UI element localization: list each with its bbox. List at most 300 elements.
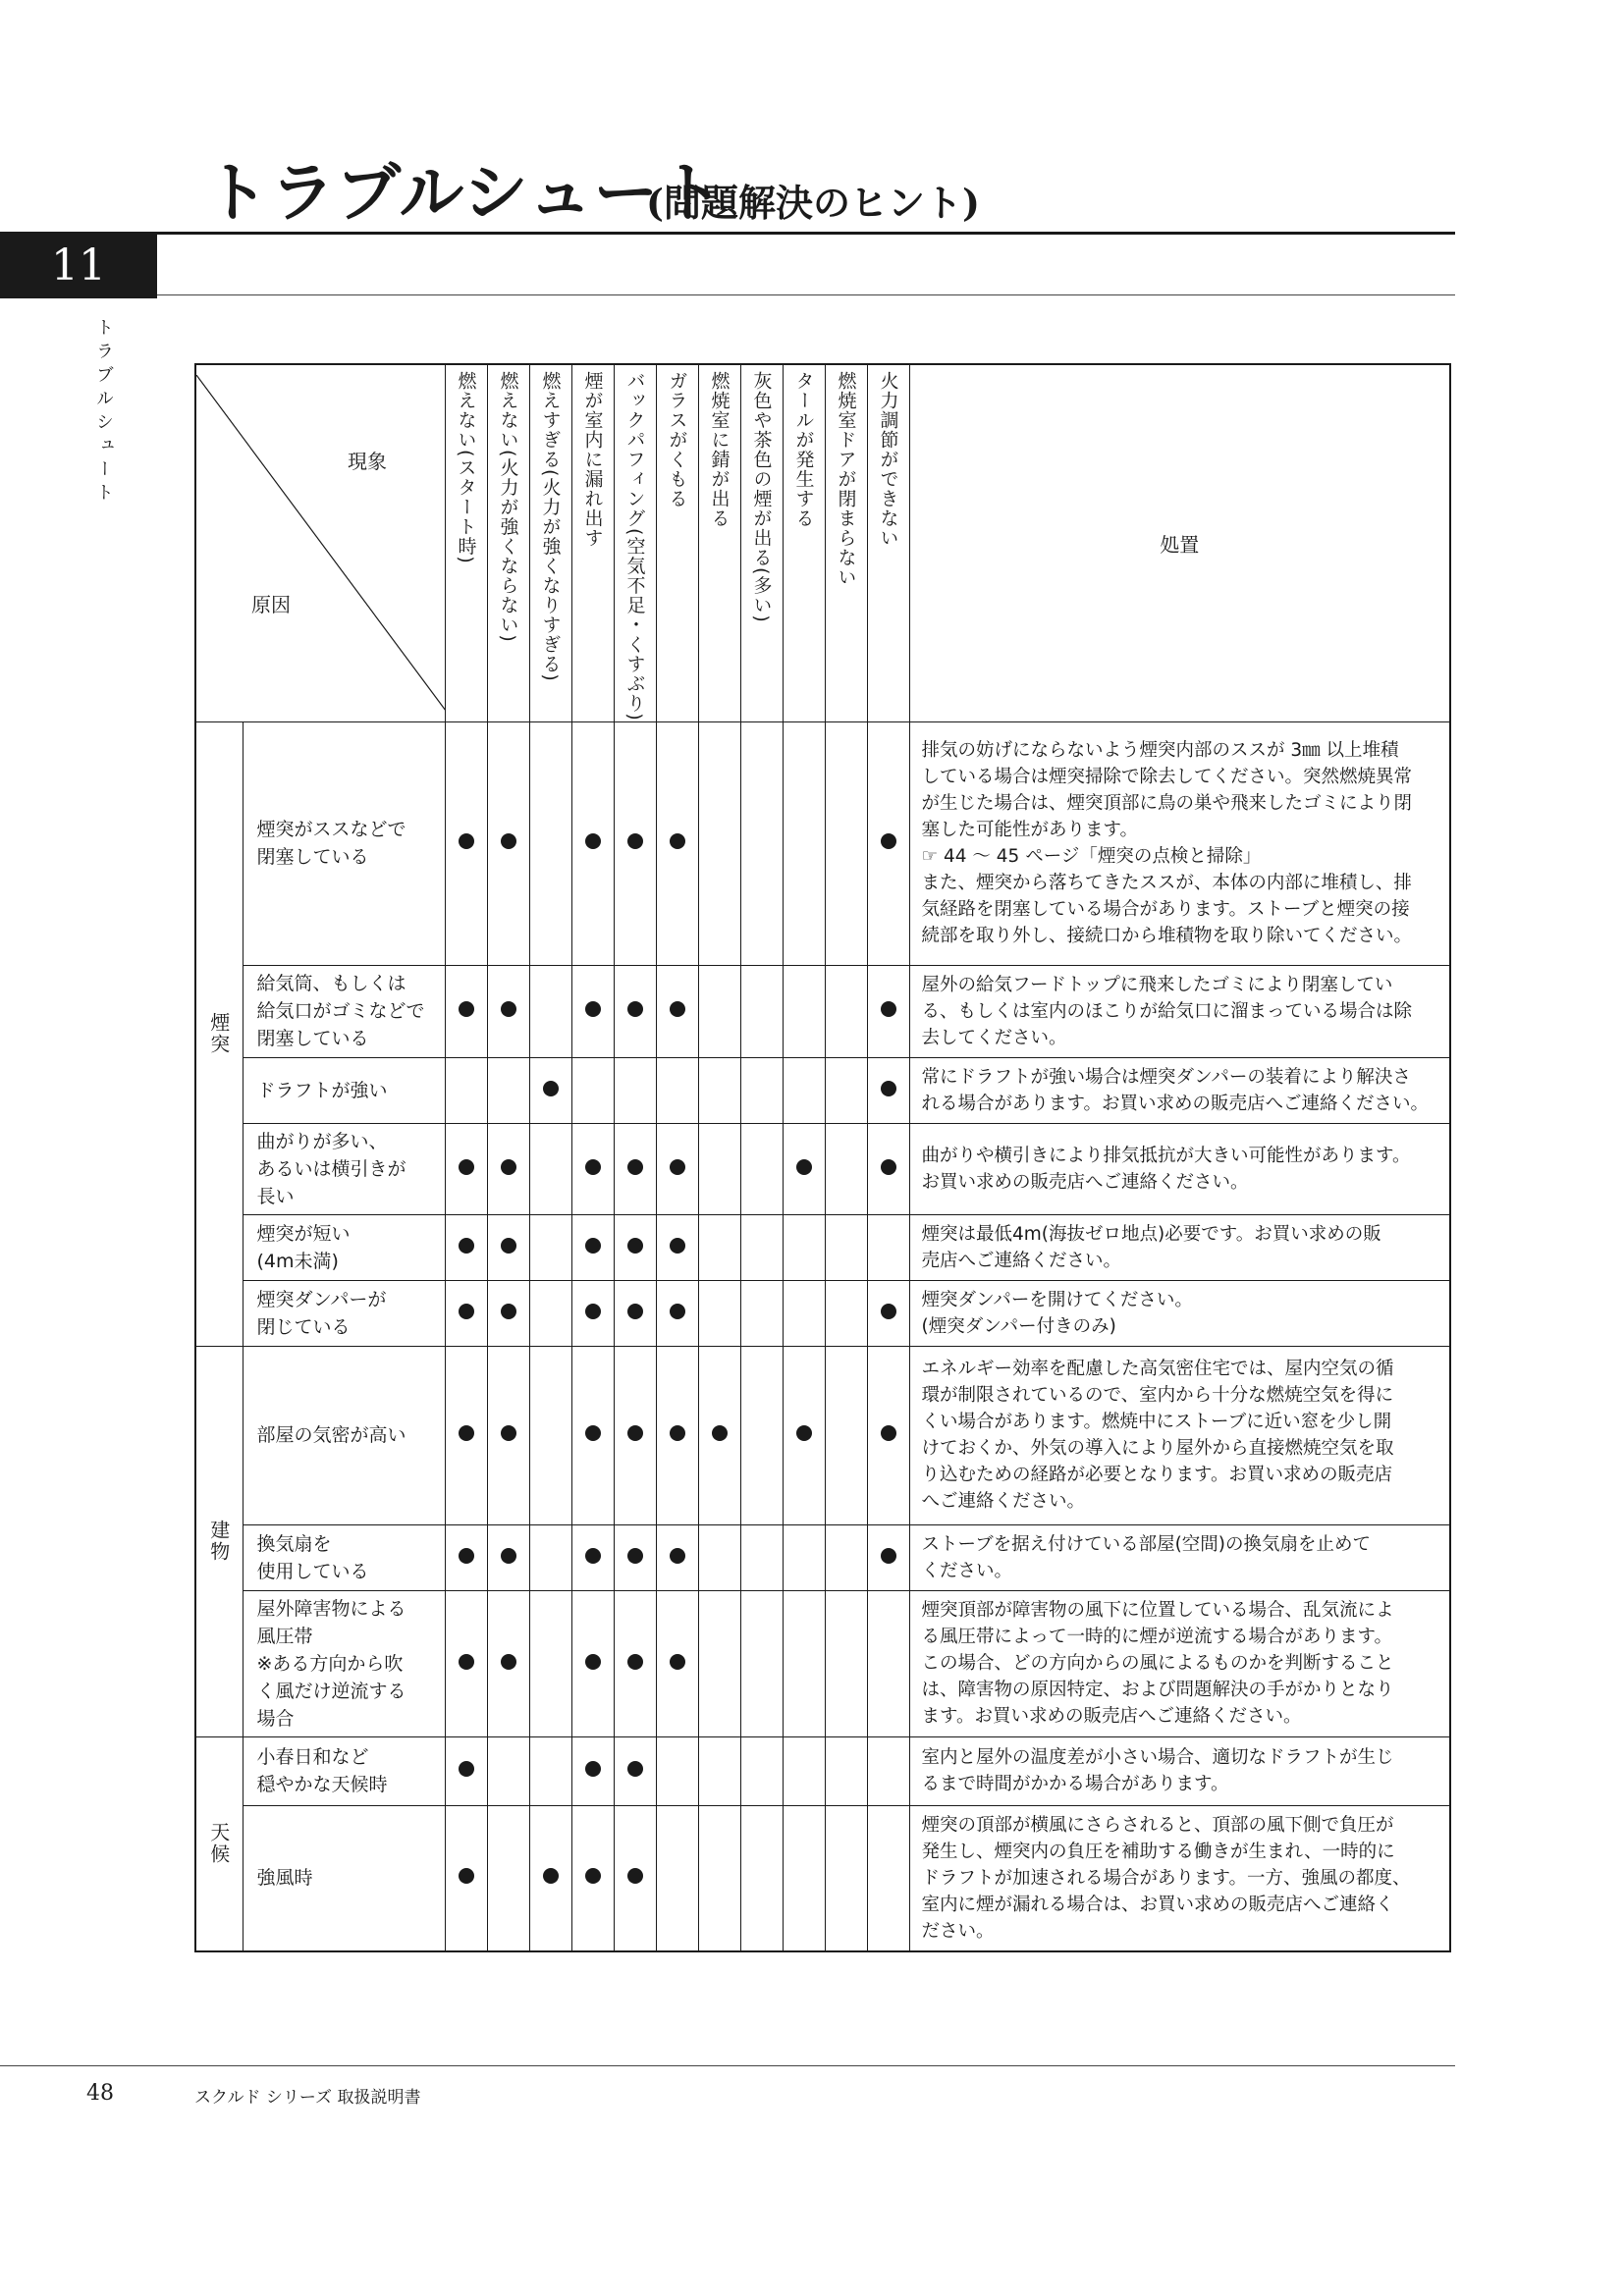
mark-cell — [656, 965, 698, 1057]
applies-dot-icon — [501, 1304, 516, 1319]
applies-dot-icon — [881, 1304, 896, 1319]
remedy-line: るまで時間がかかる場合があります。 — [921, 1774, 1229, 1795]
remedy-line: 煙突ダンパーを開けてください。 — [921, 1289, 1193, 1310]
mark-cell — [698, 965, 740, 1057]
mark-cell — [825, 1057, 867, 1123]
cause-cell — [243, 1805, 445, 1951]
remedy-line: 煙突は最低4m(海抜ゼロ地点)必要です。お買い求めの販 — [921, 1223, 1381, 1245]
mark-cell — [783, 965, 825, 1057]
remedy-line: 煙突の頂部が横風にさらされると、頂部の風下側で負圧が — [921, 1814, 1394, 1836]
remedy-line: れる場合があります。お買い求めの販売店へご連絡ください。 — [921, 1093, 1430, 1114]
applies-dot-icon — [543, 1081, 559, 1096]
footer-rule — [0, 2065, 1455, 2066]
applies-dot-icon — [585, 1001, 601, 1017]
category-cell — [195, 1346, 243, 1736]
mark-cell — [445, 1346, 487, 1524]
applies-dot-icon — [459, 1159, 474, 1175]
remedy-line: この場合、どの方向からの風によるものかを判断すること — [921, 1653, 1394, 1675]
mark-cell — [529, 1214, 571, 1280]
remedy-line: 曲がりや横引きにより排気抵抗が大きい可能性があります。 — [921, 1145, 1411, 1166]
applies-dot-icon — [501, 1001, 516, 1017]
applies-dot-icon — [585, 1761, 601, 1777]
applies-dot-icon — [670, 1548, 685, 1564]
mark-cell — [445, 1057, 487, 1123]
symptom-header — [487, 364, 529, 721]
cause-cell — [243, 721, 445, 965]
remedy-cell — [909, 1346, 1450, 1524]
remedy-line: また、煙突から落ちてきたススが、本体の内部に堆積し、排 — [921, 873, 1412, 894]
mark-cell — [487, 1524, 529, 1590]
mark-cell — [487, 1346, 529, 1524]
cause-line: 煙突ダンパーが — [256, 1288, 387, 1310]
mark-cell — [867, 1123, 909, 1214]
remedy-cell — [909, 721, 1450, 965]
cause-cell — [243, 1214, 445, 1280]
mark-cell — [529, 1280, 571, 1346]
mark-cell — [698, 1736, 740, 1805]
cause-line: 給気口がゴミなどで — [256, 1000, 425, 1023]
remedy-line: 塞した可能性があります。 — [921, 820, 1139, 841]
mark-cell — [656, 1057, 698, 1123]
applies-dot-icon — [627, 1238, 643, 1254]
mark-cell — [783, 1057, 825, 1123]
applies-dot-icon — [881, 1159, 896, 1175]
page-number: 48 — [86, 2081, 114, 2106]
mark-cell — [656, 1346, 698, 1524]
mark-cell — [867, 1057, 909, 1123]
cause-label: 原因 — [251, 593, 291, 617]
remedy-line: けておくか、外気の導入により屋外から直接燃焼空気を取 — [921, 1438, 1394, 1460]
mark-cell — [825, 1736, 867, 1805]
mark-cell — [783, 1524, 825, 1590]
mark-cell — [529, 721, 571, 965]
mark-cell — [529, 1736, 571, 1805]
mark-cell — [740, 1736, 783, 1805]
mark-cell — [487, 965, 529, 1057]
cause-line: 閉じている — [256, 1315, 351, 1338]
remedy-line: ます。お買い求めの販売店へご連絡ください。 — [921, 1706, 1302, 1728]
applies-dot-icon — [585, 1238, 601, 1254]
remedy-line: 室内に煙が漏れる場合は、お買い求めの販売店へご連絡く — [921, 1894, 1394, 1915]
remedy-line: 煙突頂部が障害物の風下に位置している場合、乱気流によ — [921, 1600, 1394, 1622]
remedy-line: る風圧帯によって一時的に煙が逆流する場合があります。 — [921, 1627, 1393, 1648]
applies-dot-icon — [670, 1654, 685, 1670]
mark-cell — [445, 1524, 487, 1590]
applies-dot-icon — [585, 1159, 601, 1175]
footer-manual-title: スクルド シリーズ 取扱説明書 — [194, 2088, 421, 2108]
applies-dot-icon — [459, 1425, 474, 1441]
mark-cell — [656, 1123, 698, 1214]
remedy-line: へご連絡ください。 — [921, 1491, 1086, 1513]
mark-cell — [783, 721, 825, 965]
side-section-label: トラブルシュート — [93, 318, 114, 507]
table-row — [195, 1524, 1450, 1590]
mark-cell — [656, 1214, 698, 1280]
mark-cell — [825, 1805, 867, 1951]
symptom-header — [867, 364, 909, 721]
mark-cell — [656, 721, 698, 965]
mark-cell — [445, 1123, 487, 1214]
mark-cell — [445, 965, 487, 1057]
remedy-cell — [909, 1736, 1450, 1805]
troubleshooting-table — [194, 363, 1451, 1952]
table-row — [195, 721, 1450, 965]
chapter-number: 11 — [0, 232, 157, 298]
symptom-header — [783, 364, 825, 721]
mark-cell — [825, 1346, 867, 1524]
applies-dot-icon — [459, 1548, 474, 1564]
applies-dot-icon — [585, 1654, 601, 1670]
mark-cell — [698, 1214, 740, 1280]
table-row — [195, 1736, 1450, 1805]
symptom-label: 火力調節ができない — [877, 371, 899, 548]
mark-cell — [698, 1590, 740, 1736]
applies-dot-icon — [501, 1425, 516, 1441]
applies-dot-icon — [627, 1425, 643, 1441]
symptom-label: 燃焼室ドアが閉まらない — [835, 371, 857, 587]
remedy-cell — [909, 1805, 1450, 1951]
mark-cell — [740, 1590, 783, 1736]
mark-cell — [487, 1736, 529, 1805]
applies-dot-icon — [459, 1238, 474, 1254]
symptom-header — [740, 364, 783, 721]
mark-cell — [614, 1123, 656, 1214]
mark-cell — [529, 1524, 571, 1590]
mark-cell — [529, 1590, 571, 1736]
mark-cell — [867, 1214, 909, 1280]
applies-dot-icon — [670, 1304, 685, 1319]
mark-cell — [825, 721, 867, 965]
applies-dot-icon — [585, 1868, 601, 1884]
mark-cell — [783, 1214, 825, 1280]
mark-cell — [740, 1280, 783, 1346]
mark-cell — [487, 1280, 529, 1346]
remedy-line: エネルギー効率を配慮した高気密住宅では、屋内空気の循 — [921, 1359, 1394, 1380]
applies-dot-icon — [501, 1548, 516, 1564]
mark-cell — [614, 1280, 656, 1346]
mark-cell — [698, 1805, 740, 1951]
mark-cell — [445, 1590, 487, 1736]
remedy-cell — [909, 1123, 1450, 1214]
cause-cell — [243, 1346, 445, 1524]
remedy-line: 排気の妨げにならないよう煙突内部のススが 3㎜ 以上堆積 — [921, 740, 1399, 762]
mark-cell — [445, 721, 487, 965]
remedy-line: る、もしくは室内のほこりが給気口に溜まっている場合は除 — [921, 1000, 1413, 1022]
mark-cell — [571, 721, 614, 965]
category-cell — [195, 721, 243, 1346]
mark-cell — [740, 1214, 783, 1280]
mark-cell — [614, 965, 656, 1057]
symptom-label: 煙が室内に漏れ出す — [581, 371, 604, 548]
mark-cell — [571, 1280, 614, 1346]
applies-dot-icon — [459, 1761, 474, 1777]
remedy-line: (煙突ダンパー付きのみ) — [921, 1315, 1116, 1337]
mark-cell — [614, 721, 656, 965]
remedy-line: が生じた場合は、煙突頂部に鳥の巣や飛来したゴミにより閉 — [921, 793, 1413, 815]
applies-dot-icon — [627, 1654, 643, 1670]
applies-dot-icon — [670, 833, 685, 849]
remedy-cell — [909, 1057, 1450, 1123]
mark-cell — [614, 1346, 656, 1524]
symptom-label: ガラスがくもる — [666, 371, 688, 508]
applies-dot-icon — [627, 1548, 643, 1564]
applies-dot-icon — [501, 1159, 516, 1175]
table-row — [195, 965, 1450, 1057]
mark-cell — [487, 1590, 529, 1736]
category-label: 天候 — [206, 1822, 231, 1866]
applies-dot-icon — [459, 1304, 474, 1319]
applies-dot-icon — [585, 1304, 601, 1319]
mark-cell — [740, 1805, 783, 1951]
applies-dot-icon — [585, 833, 601, 849]
mark-cell — [825, 965, 867, 1057]
remedy-line: 環が制限されているので、室内から十分な燃焼空気を得に — [921, 1385, 1394, 1407]
applies-dot-icon — [670, 1238, 685, 1254]
cause-line: 換気扇を — [256, 1532, 332, 1555]
remedy-cell — [909, 1590, 1450, 1736]
applies-dot-icon — [585, 1548, 601, 1564]
mark-cell — [571, 965, 614, 1057]
mark-cell — [740, 721, 783, 965]
cause-line: 小春日和など — [256, 1746, 369, 1769]
mark-cell — [656, 1590, 698, 1736]
cause-line: 風圧帯 — [256, 1625, 313, 1647]
remedy-line: ください。 — [921, 1560, 1013, 1581]
mark-cell — [529, 1057, 571, 1123]
remedy-line: 気経路を閉塞している場合があります。ストーブと煙突の接 — [921, 899, 1410, 921]
applies-dot-icon — [881, 833, 896, 849]
mark-cell — [740, 1123, 783, 1214]
applies-dot-icon — [796, 1425, 812, 1441]
applies-dot-icon — [459, 1654, 474, 1670]
title-rule — [157, 232, 1455, 235]
mark-cell — [867, 1590, 909, 1736]
applies-dot-icon — [627, 1001, 643, 1017]
symptom-label: タールが発生する — [792, 371, 815, 528]
mark-cell — [867, 1346, 909, 1524]
applies-dot-icon — [881, 1425, 896, 1441]
cause-cell — [243, 1280, 445, 1346]
mark-cell — [783, 1346, 825, 1524]
mark-cell — [656, 1280, 698, 1346]
cause-line: (4m未満) — [256, 1250, 339, 1272]
applies-dot-icon — [585, 1425, 601, 1441]
mark-cell — [698, 1123, 740, 1214]
remedy-line: り込むための経路が必要となります。お買い求めの販売店 — [921, 1465, 1393, 1486]
mark-cell — [571, 1123, 614, 1214]
mark-cell — [487, 1123, 529, 1214]
mark-cell — [571, 1214, 614, 1280]
mark-cell — [445, 1736, 487, 1805]
mark-cell — [825, 1590, 867, 1736]
mark-cell — [740, 1057, 783, 1123]
cause-cell — [243, 1524, 445, 1590]
symptom-header — [445, 364, 487, 721]
cause-line: あるいは横引きが — [256, 1157, 406, 1180]
remedy-line: 屋外の給気フードトップに飛来したゴミにより閉塞してい — [921, 974, 1393, 995]
mark-cell — [825, 1280, 867, 1346]
symptom-label: 燃えない(火力が強くならない) — [497, 371, 519, 643]
mark-cell — [740, 1346, 783, 1524]
table-row — [195, 1346, 1450, 1524]
applies-dot-icon — [627, 1304, 643, 1319]
diagonal-divider — [196, 375, 446, 711]
applies-dot-icon — [501, 1654, 516, 1670]
applies-dot-icon — [670, 1159, 685, 1175]
category-label: 煙突 — [206, 1012, 231, 1056]
table-row — [195, 1214, 1450, 1280]
remedy-line: 続部を取り外し、接続口から堆積物を取り除いてください。 — [921, 926, 1413, 947]
table-row — [195, 1123, 1450, 1214]
mark-cell — [698, 1057, 740, 1123]
mark-cell — [698, 1280, 740, 1346]
mark-cell — [867, 1280, 909, 1346]
mark-cell — [487, 1057, 529, 1123]
mark-cell — [571, 1736, 614, 1805]
mark-cell — [783, 1805, 825, 1951]
cause-line: 穏やかな天候時 — [256, 1774, 388, 1796]
mark-cell — [825, 1524, 867, 1590]
remedy-cell — [909, 1524, 1450, 1590]
mark-cell — [445, 1805, 487, 1951]
cause-line: 曲がりが多い、 — [256, 1130, 388, 1152]
mark-cell — [698, 1346, 740, 1524]
remedy-line: 室内と屋外の温度差が小さい場合、適切なドラフトが生じ — [921, 1747, 1394, 1769]
mark-cell — [571, 1524, 614, 1590]
page-title: トラブルシュート — [204, 154, 726, 231]
table-corner-header — [195, 364, 445, 721]
remedy-line: している場合は煙突掃除で除去してください。突然燃焼異常 — [921, 767, 1413, 788]
remedy-line: お買い求めの販売店へご連絡ください。 — [921, 1171, 1249, 1193]
applies-dot-icon — [881, 1548, 896, 1564]
remedy-cell — [909, 1280, 1450, 1346]
cause-cell — [243, 1057, 445, 1123]
remedy-cell — [909, 1214, 1450, 1280]
remedy-line: 去してください。 — [921, 1027, 1067, 1048]
remedy-line: ださい。 — [921, 1920, 995, 1942]
cause-cell — [243, 1736, 445, 1805]
mark-cell — [867, 1736, 909, 1805]
remedy-line: ☞ 44 〜 45 ページ「煙突の点検と掃除」 — [921, 846, 1262, 868]
mark-cell — [698, 721, 740, 965]
symptom-header — [698, 364, 740, 721]
remedy-line: くい場合があります。燃焼中にストーブに近い窓を少し開 — [921, 1412, 1392, 1433]
mark-cell — [487, 1805, 529, 1951]
mark-cell — [571, 1805, 614, 1951]
applies-dot-icon — [459, 833, 474, 849]
symptom-label: 燃焼室に錆が出る — [708, 371, 731, 528]
cause-line: 場合 — [256, 1707, 295, 1730]
mark-cell — [656, 1805, 698, 1951]
category-label: 建物 — [206, 1520, 231, 1564]
table-row — [195, 1280, 1450, 1346]
table-row — [195, 1805, 1450, 1951]
applies-dot-icon — [459, 1868, 474, 1884]
mark-cell — [614, 1590, 656, 1736]
mark-cell — [783, 1280, 825, 1346]
cause-line: ※ある方向から吹 — [256, 1652, 404, 1675]
symptom-label: 燃えすぎる(火力が強くなりすぎる) — [539, 371, 562, 682]
cause-line: 強風時 — [256, 1867, 313, 1890]
cause-line: ドラフトが強い — [256, 1079, 388, 1101]
mark-cell — [487, 1214, 529, 1280]
remedy-line: 発生し、煙突内の負圧を補助する働きが生まれ、一時的に — [921, 1841, 1395, 1862]
symptom-label: バックパフィング(空気不足・くすぶり) — [623, 371, 646, 721]
symptom-header — [614, 364, 656, 721]
applies-dot-icon — [627, 1159, 643, 1175]
mark-cell — [698, 1524, 740, 1590]
cause-line: 閉塞している — [256, 1028, 369, 1050]
mark-cell — [529, 1805, 571, 1951]
mark-cell — [867, 965, 909, 1057]
mark-cell — [867, 1805, 909, 1951]
cause-line: 屋外障害物による — [256, 1597, 406, 1620]
cause-cell — [243, 1590, 445, 1736]
remedy-line: 常にドラフトが強い場合は煙突ダンパーの装着により解決さ — [921, 1066, 1411, 1088]
remedy-cell — [909, 965, 1450, 1057]
applies-dot-icon — [881, 1001, 896, 1017]
mark-cell — [487, 721, 529, 965]
cause-line: 煙突が短い — [256, 1222, 351, 1245]
category-cell — [195, 1736, 243, 1951]
cause-cell — [243, 1123, 445, 1214]
mark-cell — [445, 1280, 487, 1346]
cause-line: く風だけ逆流する — [256, 1680, 406, 1702]
mark-cell — [867, 721, 909, 965]
symptom-label: 灰色や茶色の煙が出る(多い) — [750, 371, 773, 623]
applies-dot-icon — [670, 1425, 685, 1441]
mark-cell — [614, 1805, 656, 1951]
applies-dot-icon — [501, 833, 516, 849]
symptom-header — [571, 364, 614, 721]
mark-cell — [614, 1524, 656, 1590]
mark-cell — [740, 1524, 783, 1590]
applies-dot-icon — [501, 1238, 516, 1254]
applies-dot-icon — [627, 1761, 643, 1777]
remedy-header: 処置 — [909, 364, 1450, 721]
mark-cell — [614, 1214, 656, 1280]
cause-line: 部屋の気密が高い — [256, 1424, 406, 1447]
applies-dot-icon — [712, 1425, 728, 1441]
symptom-header — [656, 364, 698, 721]
cause-line: 使用している — [256, 1560, 369, 1582]
mark-cell — [656, 1736, 698, 1805]
cause-line: 給気筒、もしくは — [256, 973, 406, 995]
phenomenon-label: 現象 — [348, 450, 387, 474]
applies-dot-icon — [459, 1001, 474, 1017]
mark-cell — [571, 1346, 614, 1524]
mark-cell — [571, 1057, 614, 1123]
mark-cell — [656, 1524, 698, 1590]
mark-cell — [825, 1123, 867, 1214]
applies-dot-icon — [796, 1159, 812, 1175]
symptom-header — [529, 364, 571, 721]
chapter-rule — [157, 294, 1455, 295]
cause-cell — [243, 965, 445, 1057]
mark-cell — [614, 1057, 656, 1123]
mark-cell — [529, 1123, 571, 1214]
mark-cell — [571, 1590, 614, 1736]
mark-cell — [867, 1524, 909, 1590]
remedy-line: は、障害物の原因特定、および問題解決の手がかりとなり — [921, 1680, 1394, 1701]
mark-cell — [614, 1736, 656, 1805]
symptom-label: 燃えない(スタート時) — [455, 371, 477, 564]
mark-cell — [783, 1590, 825, 1736]
mark-cell — [825, 1214, 867, 1280]
symptom-header — [825, 364, 867, 721]
mark-cell — [740, 965, 783, 1057]
cause-line: 煙突がススなどで — [256, 819, 406, 841]
